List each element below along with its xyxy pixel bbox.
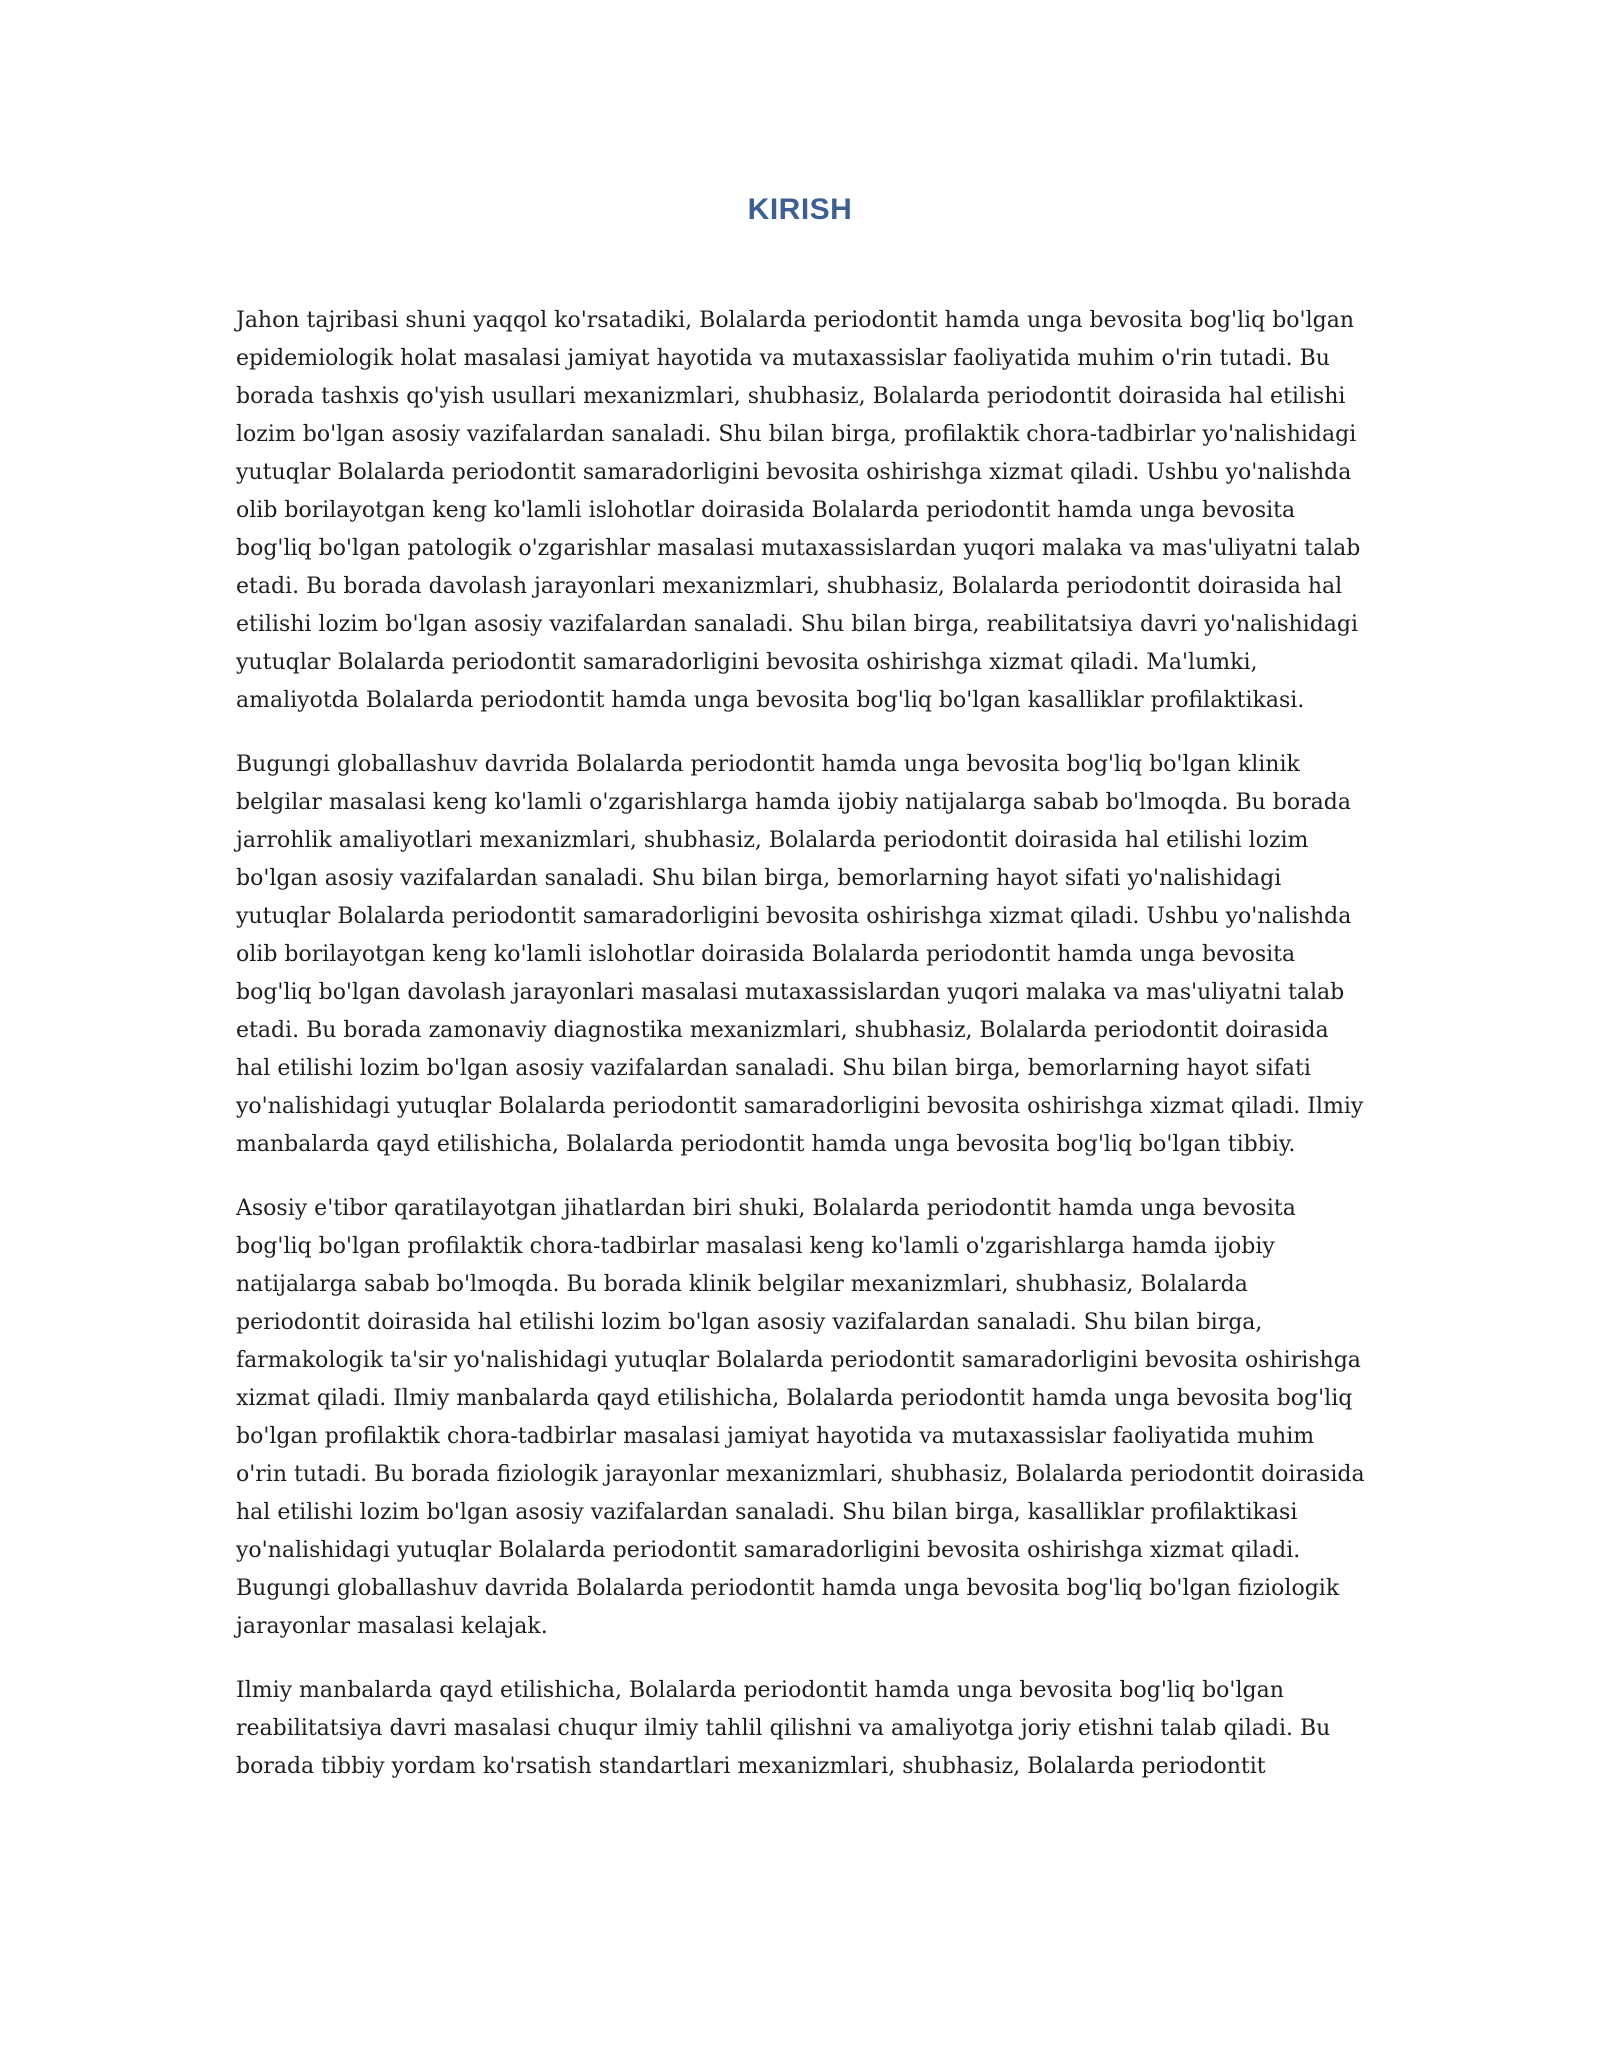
document-body (236, 302, 1368, 1812)
page-title: KIRISH (747, 193, 853, 226)
paragraph-4: Ilmiy manbalarda qayd etilishicha, Bolalarda periodontit hamda unga bevosita bog'liq bo'lgan reabilitatsiya davri masalasi chuqur ilmiy tahlil qilishni va amaliyotga joriy etishni talab qiladi. Bu borada tibbiy yordam ko'rsatish standartlari mexanizmlari, shubhasiz, Bolalarda periodontit (236, 1678, 1331, 1779)
paragraph-2: Bugungi globallashuv davrida Bolalarda periodontit hamda unga bevosita bog'liq bo'lgan klinik belgilar masalasi keng ko'lamli o'zgarishlarga hamda ijobiy natijalarga sabab bo'lmoqda. Bu borada jarrohlik amaliyotlari mexanizmlari, shubhasiz, Bolalarda periodontit doirasida hal etilishi lozim bo'lgan asosiy vazifalardan sanaladi. Shu bilan birga, bemorlarning hayot sifati yo'nalishidagi yutuqlar Bolalarda periodontit samaradorligini bevosita oshirishga xizmat qiladi. Ushbu yo'nalishda olib borilayotgan keng ko'lamli islohotlar doirasida Bolalarda periodontit hamda unga bevosita bog'liq bo'lgan davolash jarayonlari masalasi mutaxassislardan yuqori malaka va mas'uliyatni talab etadi. Bu borada zamonaviy diagnostika mexanizmlari, shubhasiz, Bolalarda periodontit doirasida hal etilishi lozim bo'lgan asosiy vazifalardan sanaladi. Shu bilan birga, bemorlarning hayot sifati yo'nalishidagi yutuqlar Bolalarda periodontit samaradorligini bevosita oshirishga xizmat qiladi. Ilmiy manbalarda qayd etilishicha, Bolalarda periodontit hamda unga bevosita bog'liq bo'lgan tibbiy. (236, 752, 1364, 1157)
paragraph-1: Jahon tajribasi shuni yaqqol ko'rsatadiki, Bolalarda periodontit hamda unga bevosita bog'liq bo'lgan epidemiologik holat masalasi jamiyat hayotida va mutaxassislar faoliyatida muhim o'rin tutadi. Bu borada tashxis qo'yish usullari mexanizmlari, shubhasiz, Bolalarda periodontit doirasida hal etilishi lozim bo'lgan asosiy vazifalardan sanaladi. Shu bilan birga, profilaktik chora-tadbirlar yo'nalishidagi yutuqlar Bolalarda periodontit samaradorligini bevosita oshirishga xizmat qiladi. Ushbu yo'nalishda olib borilayotgan keng ko'lamli islohotlar doirasida Bolalarda periodontit hamda unga bevosita bog'liq bo'lgan patologik o'zgarishlar masalasi mutaxassislardan yuqori malaka va mas'uliyatni talab etadi. Bu borada davolash jarayonlari mexanizmlari, shubhasiz, Bolalarda periodontit doirasida hal etilishi lozim bo'lgan asosiy vazifalardan sanaladi. Shu bilan birga, reabilitatsiya davri yo'nalishidagi yutuqlar Bolalarda periodontit samaradorligini bevosita oshirishga xizmat qiladi. Ma'lumki, amaliyotda Bolalarda periodontit hamda unga bevosita bog'liq bo'lgan kasalliklar profilaktikasi. (236, 308, 1361, 713)
paragraph-3: Asosiy e'tibor qaratilayotgan jihatlardan biri shuki, Bolalarda periodontit hamda unga bevosita bog'liq bo'lgan profilaktik chora-tadbirlar masalasi keng ko'lamli o'zgarishlarga hamda ijobiy natijalarga sabab bo'lmoqda. Bu borada klinik belgilar mexanizmlari, shubhasiz, Bolalarda periodontit doirasida hal etilishi lozim bo'lgan asosiy vazifalardan sanaladi. Shu bilan birga, farmakologik ta'sir yo'nalishidagi yutuqlar Bolalarda periodontit samaradorligini bevosita oshirishga xizmat qiladi. Ilmiy manbalarda qayd etilishicha, Bolalarda periodontit hamda unga bevosita bog'liq bo'lgan profilaktik chora-tadbirlar masalasi jamiyat hayotida va mutaxassislar faoliyatida muhim o'rin tutadi. Bu borada fiziologik jarayonlar mexanizmlari, shubhasiz, Bolalarda periodontit doirasida hal etilishi lozim bo'lgan asosiy vazifalardan sanaladi. Shu bilan birga, kasalliklar profilaktikasi yo'nalishidagi yutuqlar Bolalarda periodontit samaradorligini bevosita oshirishga xizmat qiladi. Bugungi globallashuv davrida Bolalarda periodontit hamda unga bevosita bog'liq bo'lgan fiziologik jarayonlar masalasi kelajak. (236, 1196, 1365, 1639)
